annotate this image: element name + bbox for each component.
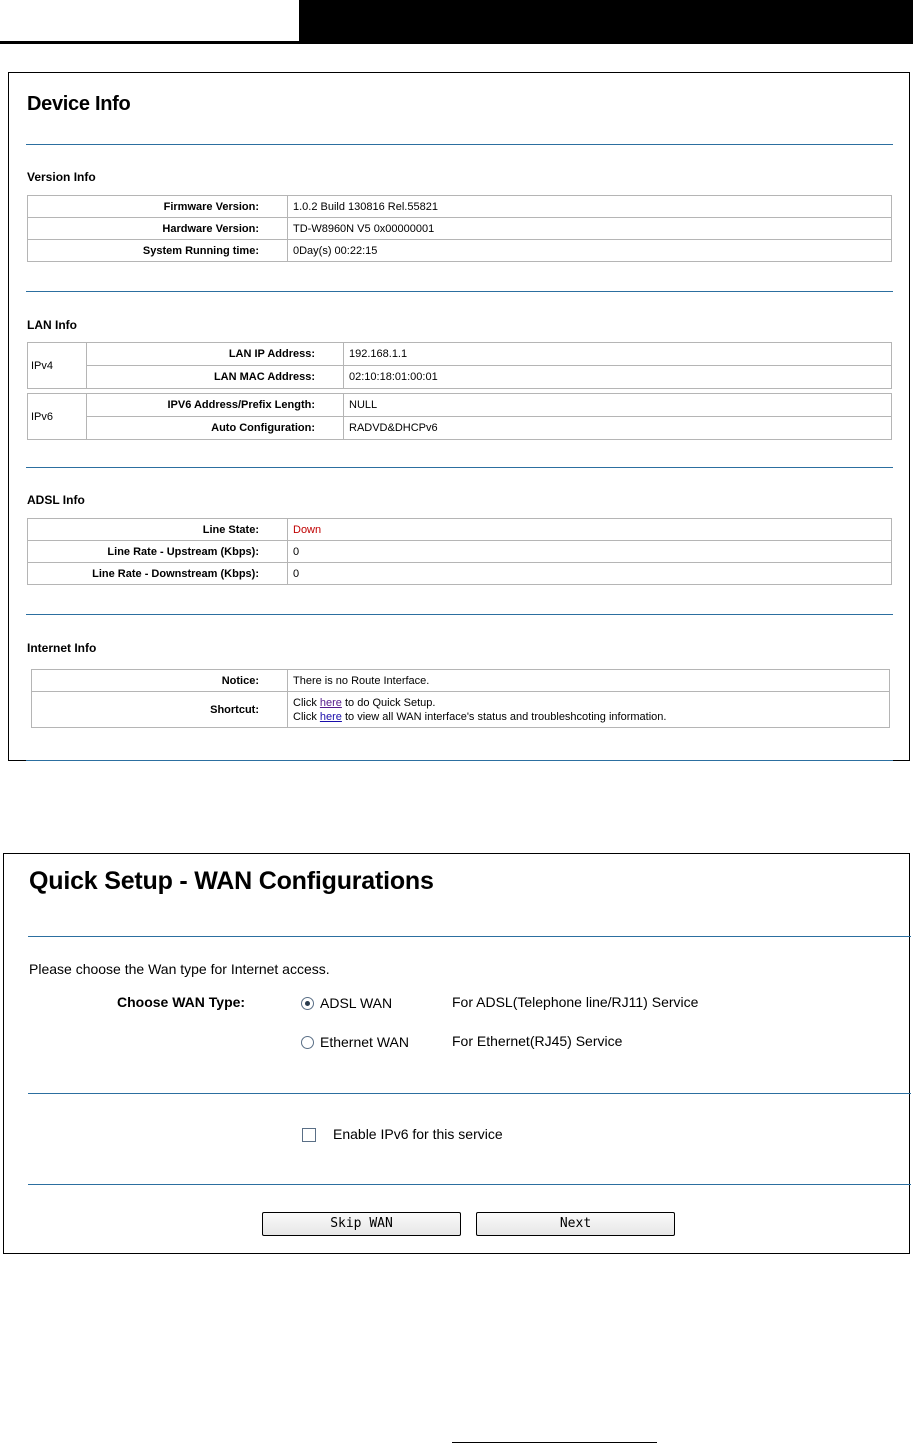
ipv6-group-label: IPv6 [28,394,87,440]
divider [26,144,893,145]
table-row [28,394,892,417]
adsl-wan-radio[interactable] [301,997,314,1010]
table-row [28,519,892,541]
lan-ip-address-value: 192.168.1.1 [344,343,892,366]
auto-configuration-label: Auto Configuration: [87,417,344,440]
ethernet-wan-radio[interactable] [301,1036,314,1049]
hardware-version-label: Hardware Version: [28,218,288,240]
divider [26,467,893,468]
notice-label: Notice: [32,670,288,692]
quick-setup-title: Quick Setup - WAN Configurations [29,867,434,895]
shortcut-text: Click [293,710,320,723]
adsl-wan-description: For ADSL(Telephone line/RJ11) Service [452,994,699,1010]
divider [28,1184,911,1185]
wan-type-label: Choose WAN Type: [117,994,246,1010]
line-state-label: Line State: [28,519,288,541]
divider [26,760,893,761]
lan-info-title: LAN Info [27,318,77,332]
internet-info-title: Internet Info [27,641,97,655]
adsl-info-title: ADSL Info [27,493,85,507]
shortcut-text: to view all WAN interface's status and troubleshcoting information. [341,710,667,723]
lan-ipv6-table [27,393,892,440]
header-rule [0,41,913,44]
radio-selected-dot [305,1001,310,1006]
hardware-version-value: TD-W8960N V5 0x00000001 [288,218,892,240]
notice-value: There is no Route Interface. [288,670,890,692]
table-row [28,196,892,218]
shortcut-text: Click [293,696,320,709]
table-row [32,692,890,728]
shortcut-line-wan-status [293,710,889,724]
upstream-rate-label: Line Rate - Upstream (Kbps): [28,541,288,563]
lan-mac-address-value: 02:10:18:01:00:01 [344,366,892,389]
wan-prompt: Please choose the Wan type for Internet access. [29,961,330,977]
page-title: Device Info [27,93,131,115]
ipv4-group-label: IPv4 [28,343,87,389]
lan-ipv4-table [27,342,892,389]
header-bar [299,0,913,41]
shortcut-text: to do Quick Setup. [341,696,436,709]
downstream-rate-value: 0 [288,563,892,585]
divider [28,1093,911,1094]
footer-rule [452,1442,657,1443]
table-row [28,417,892,440]
table-row [28,563,892,585]
auto-configuration-value: RADVD&DHCPv6 [344,417,892,440]
firmware-version-value: 1.0.2 Build 130816 Rel.55821 [288,196,892,218]
quick-setup-panel [3,853,910,1254]
lan-ip-address-label: LAN IP Address: [87,343,344,366]
table-row [28,218,892,240]
version-info-title: Version Info [27,170,96,184]
table-row [28,366,892,389]
table-row [32,670,890,692]
firmware-version-label: Firmware Version: [28,196,288,218]
ipv6-prefix-value: NULL [344,394,892,417]
enable-ipv6-label[interactable]: Enable IPv6 for this service [333,1126,503,1142]
shortcut-label: Shortcut: [32,692,288,728]
divider [26,291,893,292]
adsl-wan-label[interactable]: ADSL WAN [320,995,393,1011]
lan-mac-address-label: LAN MAC Address: [87,366,344,389]
wan-status-link[interactable]: here [319,710,342,723]
system-running-time-value: 0Day(s) 00:22:15 [288,240,892,262]
internet-info-table [31,669,890,728]
table-row [28,343,892,366]
device-info-panel [8,72,910,761]
divider [28,936,911,937]
ethernet-wan-description: For Ethernet(RJ45) Service [452,1033,623,1049]
quick-setup-link[interactable]: here [319,696,342,709]
shortcut-line-quick-setup [293,696,889,710]
adsl-info-table [27,518,892,585]
divider [26,614,893,615]
version-info-table [27,195,892,262]
downstream-rate-label: Line Rate - Downstream (Kbps): [28,563,288,585]
upstream-rate-value: 0 [288,541,892,563]
skip-wan-button[interactable]: Skip WAN [262,1212,461,1236]
ethernet-wan-label[interactable]: Ethernet WAN [320,1034,409,1050]
shortcut-value [288,692,890,728]
table-row [28,541,892,563]
table-row [28,240,892,262]
ipv6-prefix-label: IPV6 Address/Prefix Length: [87,394,344,417]
line-state-value: Down [288,519,892,541]
enable-ipv6-checkbox[interactable] [302,1128,316,1142]
next-button[interactable]: Next [476,1212,675,1236]
system-running-time-label: System Running time: [28,240,288,262]
